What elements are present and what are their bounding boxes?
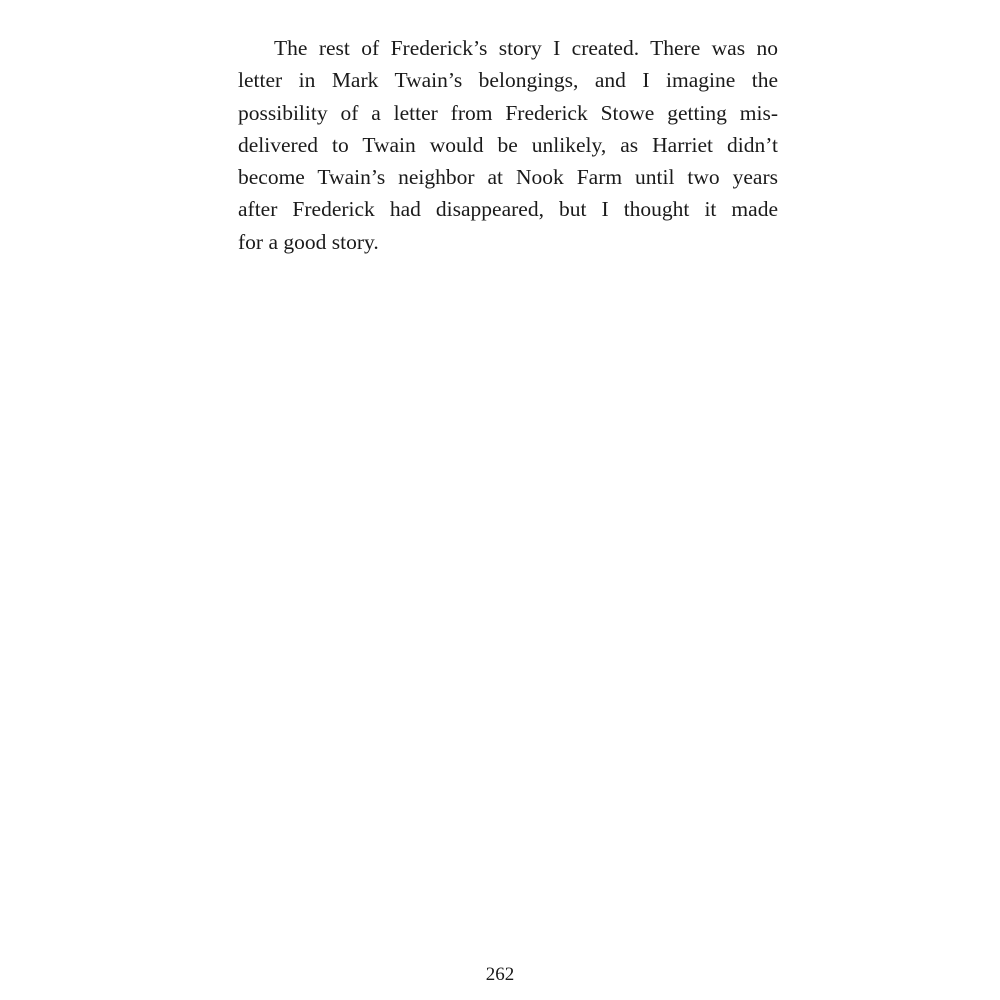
paragraph-line: possibility of a letter from Frederick Stowe getting mis- [238, 100, 778, 125]
paragraph-line: for a good story. [238, 229, 379, 254]
paragraph-line: The rest of Frederick’s story I created. There was no [274, 36, 778, 60]
page-number: 262 [485, 964, 515, 985]
paragraph-line: become Twain’s neighbor at Nook Farm until two years [238, 165, 778, 190]
paragraph-line: after Frederick had disappeared, but I thought it made [238, 197, 778, 222]
paragraph-line: letter in Mark Twain’s belongings, and I imagine the [238, 68, 778, 93]
body-paragraph [238, 32, 778, 258]
paragraph-line: delivered to Twain would be unlikely, as Harriet didn’t [238, 132, 778, 157]
